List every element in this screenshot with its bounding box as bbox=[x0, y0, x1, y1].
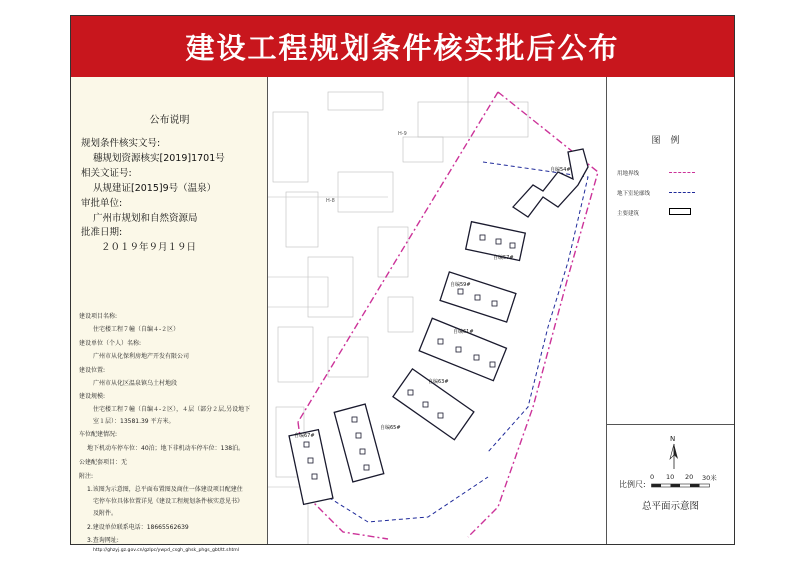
approver-label: 审批单位: bbox=[81, 198, 123, 209]
site-plan-svg bbox=[268, 77, 607, 544]
building-57-label: 自编57# bbox=[493, 255, 514, 261]
page-title: 建设工程规划条件核实批后公布 bbox=[71, 16, 734, 77]
scale-info-label: 建设规模: bbox=[79, 393, 106, 400]
north-label: N bbox=[670, 435, 676, 443]
date-label: 批准日期: bbox=[81, 227, 123, 238]
scale-info-line1: 住宅楼工程７幢（自编４-２区），４层（部分２层,另设地下 bbox=[93, 406, 251, 413]
building-63-label: 自编63# bbox=[428, 379, 449, 385]
note1-line3: 及附件。 bbox=[93, 510, 118, 517]
building-65-label: 自编65# bbox=[380, 425, 401, 431]
legend-panel bbox=[607, 77, 734, 544]
public-facility-label: 公建配套项目：无 bbox=[79, 459, 128, 466]
owner-value: 广州市从化保利房地产开发有限公司 bbox=[93, 353, 190, 360]
scale-tick-10: 10 bbox=[666, 473, 675, 481]
query-url[interactable]: http://ghzyj.gz.gov.cn/gzlpc/ywpd_csgh_ghsk_phgs_gbt/tt.shtml bbox=[93, 548, 240, 553]
approver-value: 广州市规划和自然资源局 bbox=[93, 213, 198, 224]
project-name-value: 住宅楼工程７幢（自编４-２区） bbox=[93, 326, 180, 333]
scale-info-line2: 室１层）：13581.39 平方米。 bbox=[93, 418, 175, 425]
legend-main-building-label: 主要建筑 bbox=[617, 211, 640, 217]
legend-basement-sample bbox=[669, 192, 695, 193]
north-arrow-icon bbox=[667, 433, 681, 471]
land-boundary-line bbox=[298, 92, 598, 539]
location-value: 广州市从化区温泉镇乌土村地段 bbox=[93, 380, 178, 387]
building-59-label: 自编59# bbox=[450, 282, 471, 288]
note1-line1: 1.该图为示意图，总平面布置图及商住一体建设项目配建住 bbox=[87, 486, 243, 493]
scale-tick-20: 20 bbox=[685, 473, 694, 481]
building-54-label: 自编54# bbox=[550, 167, 571, 173]
project-name-label: 建设项目名称: bbox=[79, 313, 118, 320]
legend-title: 图例 bbox=[651, 136, 690, 146]
notice-board bbox=[70, 15, 735, 553]
building-67-label: 自编67# bbox=[294, 433, 315, 439]
legend-land-boundary-sample bbox=[669, 172, 695, 173]
parking-label: 车位配建情况: bbox=[79, 431, 118, 438]
scale-bar bbox=[651, 482, 711, 490]
doc-no-value: 穗规划资源核实[2019]1701号 bbox=[93, 153, 225, 164]
location-label: 建设位置: bbox=[79, 367, 106, 374]
scale-label: 比例尺: bbox=[619, 480, 646, 489]
related-cert-value: 从规建证[2015]9号（温泉） bbox=[93, 183, 217, 194]
note2: 2.建设单位联系电话：18665562639 bbox=[87, 524, 189, 531]
legend-land-boundary-label: 用地界线 bbox=[617, 171, 640, 177]
owner-label: 建设单位（个人）名称: bbox=[79, 340, 142, 347]
site-plan-map bbox=[268, 77, 607, 544]
notes-label: 附注: bbox=[79, 473, 94, 480]
notice-title: 公布说明 bbox=[149, 115, 190, 126]
related-cert-label: 相关文证号: bbox=[81, 168, 132, 179]
legend-box bbox=[607, 77, 734, 425]
parcel-h9-label: H-9 bbox=[398, 131, 407, 137]
notice-panel bbox=[71, 77, 268, 553]
scale-tick-0: 0 bbox=[650, 473, 655, 481]
parcel-h8-label: H-8 bbox=[326, 198, 335, 204]
scale-tick-30: 30米 bbox=[702, 474, 717, 482]
legend-basement-label: 地下室轮廓线 bbox=[617, 191, 651, 197]
doc-no-label: 规划条件核实文号: bbox=[81, 138, 161, 149]
date-value: ２０１９年９月１９日 bbox=[101, 242, 197, 253]
parking-value: 地下机动车停车位：40泊；地下非机动车停车位：138泊。 bbox=[87, 445, 245, 452]
map-caption: 总平面示意图 bbox=[641, 501, 699, 512]
legend-main-building-sample bbox=[669, 208, 691, 215]
note3: 3.查询网址: bbox=[87, 537, 119, 544]
building-61-label: 自编61# bbox=[453, 329, 474, 335]
note1-line2: 宅停车位具体位置详见《建设工程规划条件核实意见书》 bbox=[93, 498, 244, 505]
